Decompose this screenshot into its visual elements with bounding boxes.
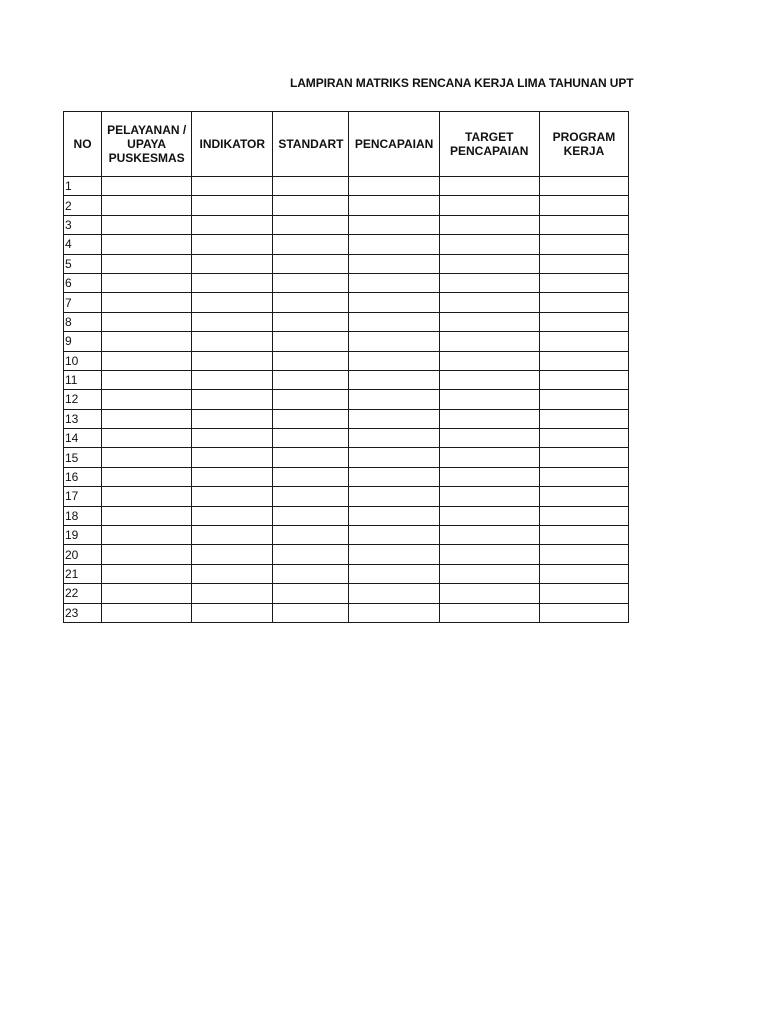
empty-cell-standart xyxy=(273,603,349,622)
empty-cell-program xyxy=(539,506,628,525)
empty-cell-indikator xyxy=(192,409,273,428)
empty-cell-pencapaian xyxy=(349,409,439,428)
empty-cell-pelayanan xyxy=(102,584,192,603)
empty-cell-program xyxy=(539,526,628,545)
empty-cell-target xyxy=(439,448,539,467)
empty-cell-pelayanan xyxy=(102,215,192,234)
empty-cell-program xyxy=(539,584,628,603)
empty-cell-program xyxy=(539,273,628,292)
table-row xyxy=(64,235,629,254)
empty-cell-pencapaian xyxy=(349,332,439,351)
empty-cell-indikator xyxy=(192,235,273,254)
empty-cell-pelayanan xyxy=(102,409,192,428)
empty-cell-target xyxy=(439,351,539,370)
row-number-cell: 5 xyxy=(64,254,102,273)
empty-cell-pelayanan xyxy=(102,332,192,351)
empty-cell-pelayanan xyxy=(102,564,192,583)
empty-cell-target xyxy=(439,196,539,215)
empty-cell-program xyxy=(539,487,628,506)
empty-cell-indikator xyxy=(192,312,273,331)
empty-cell-program xyxy=(539,390,628,409)
empty-cell-indikator xyxy=(192,448,273,467)
row-number-cell: 4 xyxy=(64,235,102,254)
empty-cell-program xyxy=(539,351,628,370)
empty-cell-pelayanan xyxy=(102,467,192,486)
row-number-cell: 10 xyxy=(64,351,102,370)
empty-cell-pencapaian xyxy=(349,584,439,603)
empty-cell-standart xyxy=(273,448,349,467)
empty-cell-pelayanan xyxy=(102,390,192,409)
empty-cell-standart xyxy=(273,273,349,292)
empty-cell-pencapaian xyxy=(349,215,439,234)
empty-cell-pelayanan xyxy=(102,196,192,215)
table-row xyxy=(64,370,629,389)
empty-cell-standart xyxy=(273,215,349,234)
empty-cell-indikator xyxy=(192,467,273,486)
empty-cell-standart xyxy=(273,351,349,370)
empty-cell-target xyxy=(439,487,539,506)
empty-cell-standart xyxy=(273,390,349,409)
empty-cell-pelayanan xyxy=(102,293,192,312)
column-header-line: NO xyxy=(73,137,92,151)
table-row xyxy=(64,429,629,448)
empty-cell-target xyxy=(439,293,539,312)
row-number-cell: 9 xyxy=(64,332,102,351)
empty-cell-indikator xyxy=(192,487,273,506)
empty-cell-indikator xyxy=(192,273,273,292)
column-header-line: PENCAPAIAN xyxy=(354,137,434,151)
column-header-line: PUSKESMAS xyxy=(108,151,185,165)
table-row xyxy=(64,448,629,467)
empty-cell-indikator xyxy=(192,584,273,603)
empty-cell-standart xyxy=(273,293,349,312)
empty-cell-program xyxy=(539,429,628,448)
empty-cell-program xyxy=(539,332,628,351)
empty-cell-pelayanan xyxy=(102,429,192,448)
empty-cell-program xyxy=(539,467,628,486)
table-row xyxy=(64,254,629,273)
empty-cell-pelayanan xyxy=(102,235,192,254)
table-row xyxy=(64,584,629,603)
empty-cell-standart xyxy=(273,429,349,448)
empty-cell-indikator xyxy=(192,545,273,564)
empty-cell-pelayanan xyxy=(102,526,192,545)
empty-cell-target xyxy=(439,390,539,409)
empty-cell-program xyxy=(539,215,628,234)
empty-cell-indikator xyxy=(192,293,273,312)
row-number-cell: 12 xyxy=(64,390,102,409)
table-row xyxy=(64,506,629,525)
empty-cell-target xyxy=(439,584,539,603)
row-number-cell: 6 xyxy=(64,273,102,292)
empty-cell-indikator xyxy=(192,390,273,409)
empty-cell-target xyxy=(439,603,539,622)
empty-cell-target xyxy=(439,506,539,525)
empty-cell-target xyxy=(439,215,539,234)
column-header-pelayanan xyxy=(102,112,192,177)
empty-cell-pelayanan xyxy=(102,177,192,196)
empty-cell-indikator xyxy=(192,506,273,525)
empty-cell-target xyxy=(439,332,539,351)
row-number-cell: 19 xyxy=(64,526,102,545)
row-number-cell: 21 xyxy=(64,564,102,583)
empty-cell-pencapaian xyxy=(349,603,439,622)
empty-cell-standart xyxy=(273,564,349,583)
column-header-no xyxy=(64,112,102,177)
empty-cell-program xyxy=(539,254,628,273)
column-header-line: PROGRAM xyxy=(552,130,616,144)
column-header-standart xyxy=(273,112,349,177)
row-number-cell: 11 xyxy=(64,370,102,389)
column-header-line: UPAYA xyxy=(127,137,167,151)
empty-cell-standart xyxy=(273,235,349,254)
empty-cell-standart xyxy=(273,370,349,389)
empty-cell-pencapaian xyxy=(349,196,439,215)
table-row xyxy=(64,409,629,428)
table-row xyxy=(64,351,629,370)
row-number-cell: 1 xyxy=(64,177,102,196)
empty-cell-pencapaian xyxy=(349,564,439,583)
empty-cell-indikator xyxy=(192,215,273,234)
empty-cell-indikator xyxy=(192,564,273,583)
empty-cell-pelayanan xyxy=(102,351,192,370)
empty-cell-pelayanan xyxy=(102,506,192,525)
empty-cell-target xyxy=(439,235,539,254)
row-number-cell: 15 xyxy=(64,448,102,467)
row-number-cell: 18 xyxy=(64,506,102,525)
column-header-program xyxy=(539,112,628,177)
row-number-cell: 14 xyxy=(64,429,102,448)
empty-cell-program xyxy=(539,196,628,215)
empty-cell-program xyxy=(539,448,628,467)
empty-cell-indikator xyxy=(192,177,273,196)
table-row xyxy=(64,312,629,331)
empty-cell-standart xyxy=(273,312,349,331)
empty-cell-target xyxy=(439,429,539,448)
empty-cell-standart xyxy=(273,584,349,603)
empty-cell-standart xyxy=(273,545,349,564)
empty-cell-pencapaian xyxy=(349,429,439,448)
empty-cell-target xyxy=(439,467,539,486)
empty-cell-target xyxy=(439,526,539,545)
empty-cell-standart xyxy=(273,196,349,215)
empty-cell-pencapaian xyxy=(349,254,439,273)
empty-cell-pelayanan xyxy=(102,448,192,467)
empty-cell-target xyxy=(439,545,539,564)
table-row xyxy=(64,545,629,564)
table-row xyxy=(64,390,629,409)
empty-cell-indikator xyxy=(192,351,273,370)
row-number-cell: 23 xyxy=(64,603,102,622)
empty-cell-pencapaian xyxy=(349,293,439,312)
empty-cell-program xyxy=(539,293,628,312)
column-header-line: TARGET xyxy=(465,130,514,144)
empty-cell-program xyxy=(539,545,628,564)
empty-cell-target xyxy=(439,177,539,196)
column-header-line: PENCAPAIAN xyxy=(450,144,529,158)
empty-cell-program xyxy=(539,312,628,331)
table-header-row xyxy=(64,112,629,177)
row-number-cell: 22 xyxy=(64,584,102,603)
empty-cell-pelayanan xyxy=(102,312,192,331)
row-number-cell: 13 xyxy=(64,409,102,428)
work-plan-matrix-table xyxy=(63,111,629,623)
empty-cell-standart xyxy=(273,409,349,428)
empty-cell-pencapaian xyxy=(349,235,439,254)
empty-cell-indikator xyxy=(192,332,273,351)
empty-cell-indikator xyxy=(192,429,273,448)
row-number-cell: 8 xyxy=(64,312,102,331)
table-row xyxy=(64,487,629,506)
empty-cell-target xyxy=(439,564,539,583)
empty-cell-pelayanan xyxy=(102,273,192,292)
empty-cell-target xyxy=(439,254,539,273)
column-header-pencapaian xyxy=(349,112,439,177)
table-row xyxy=(64,196,629,215)
row-number-cell: 17 xyxy=(64,487,102,506)
empty-cell-program xyxy=(539,564,628,583)
column-header-line: STANDART xyxy=(278,137,344,151)
table-row xyxy=(64,293,629,312)
empty-cell-program xyxy=(539,235,628,254)
empty-cell-standart xyxy=(273,177,349,196)
empty-cell-indikator xyxy=(192,603,273,622)
empty-cell-pencapaian xyxy=(349,390,439,409)
empty-cell-indikator xyxy=(192,196,273,215)
table-row xyxy=(64,564,629,583)
empty-cell-pencapaian xyxy=(349,545,439,564)
empty-cell-pencapaian xyxy=(349,487,439,506)
column-header-line: INDIKATOR xyxy=(199,137,266,151)
table-row xyxy=(64,603,629,622)
empty-cell-target xyxy=(439,312,539,331)
empty-cell-pelayanan xyxy=(102,545,192,564)
table-row xyxy=(64,467,629,486)
table-row xyxy=(64,215,629,234)
empty-cell-program xyxy=(539,409,628,428)
row-number-cell: 7 xyxy=(64,293,102,312)
empty-cell-indikator xyxy=(192,370,273,389)
empty-cell-pelayanan xyxy=(102,603,192,622)
column-header-target xyxy=(439,112,539,177)
table-body xyxy=(64,177,629,623)
empty-cell-target xyxy=(439,409,539,428)
empty-cell-indikator xyxy=(192,526,273,545)
column-header-line: KERJA xyxy=(563,144,605,158)
table-row xyxy=(64,273,629,292)
empty-cell-standart xyxy=(273,254,349,273)
empty-cell-pelayanan xyxy=(102,370,192,389)
empty-cell-standart xyxy=(273,506,349,525)
empty-cell-indikator xyxy=(192,254,273,273)
row-number-cell: 2 xyxy=(64,196,102,215)
column-header-indikator xyxy=(192,112,273,177)
empty-cell-standart xyxy=(273,467,349,486)
empty-cell-pencapaian xyxy=(349,506,439,525)
empty-cell-pencapaian xyxy=(349,370,439,389)
empty-cell-pelayanan xyxy=(102,487,192,506)
empty-cell-program xyxy=(539,603,628,622)
empty-cell-pencapaian xyxy=(349,351,439,370)
empty-cell-pelayanan xyxy=(102,254,192,273)
empty-cell-target xyxy=(439,273,539,292)
row-number-cell: 16 xyxy=(64,467,102,486)
table-row xyxy=(64,332,629,351)
empty-cell-pencapaian xyxy=(349,273,439,292)
empty-cell-pencapaian xyxy=(349,448,439,467)
empty-cell-standart xyxy=(273,526,349,545)
table-row xyxy=(64,177,629,196)
row-number-cell: 20 xyxy=(64,545,102,564)
empty-cell-pencapaian xyxy=(349,467,439,486)
empty-cell-standart xyxy=(273,487,349,506)
table-row xyxy=(64,526,629,545)
empty-cell-pencapaian xyxy=(349,177,439,196)
empty-cell-program xyxy=(539,370,628,389)
document-title: LAMPIRAN MATRIKS RENCANA KERJA LIMA TAHUNAN UPT xyxy=(290,76,634,90)
row-number-cell: 3 xyxy=(64,215,102,234)
empty-cell-standart xyxy=(273,332,349,351)
empty-cell-program xyxy=(539,177,628,196)
empty-cell-target xyxy=(439,370,539,389)
column-header-line: PELAYANAN / xyxy=(107,123,187,137)
empty-cell-pencapaian xyxy=(349,526,439,545)
empty-cell-pencapaian xyxy=(349,312,439,331)
